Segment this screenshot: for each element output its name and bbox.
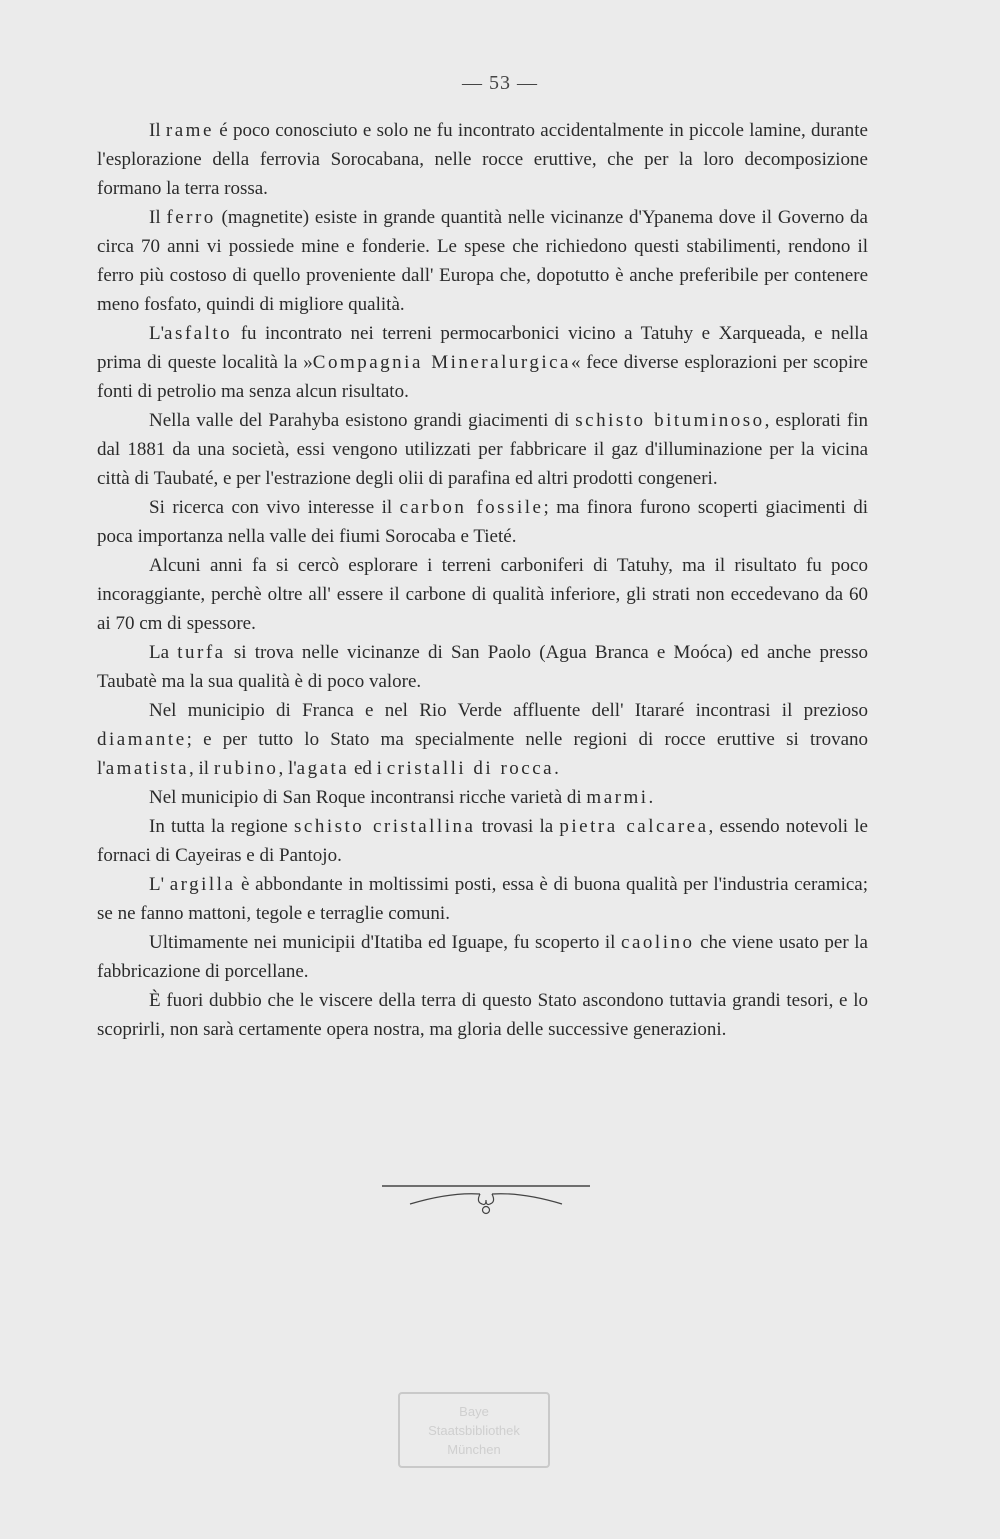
text-run: La bbox=[149, 642, 178, 663]
text-run: Nella valle del Parahyba esistono grandi giacimenti di bbox=[149, 410, 576, 431]
body-text bbox=[97, 116, 868, 1044]
spaced-term: cristalli di rocca bbox=[386, 758, 555, 779]
paragraph bbox=[97, 551, 868, 638]
stamp-line-3: München bbox=[447, 1442, 501, 1457]
spaced-term: caolino bbox=[621, 932, 695, 953]
text-run: L' bbox=[149, 323, 165, 344]
paragraph bbox=[97, 870, 868, 928]
text-run: fu incontrato nei terreni permocarbonici vicino a Tatuhy e Xarqueada, e nella prima di queste località la » bbox=[97, 323, 868, 373]
spaced-term: rame bbox=[165, 120, 214, 141]
text-run: é poco conosciuto e solo ne fu incontrato accidentalmente in piccole lamine, durante l'esplorazione della ferrovia Sorocabana, nelle rocce eruttive, che per la loro decomposizione formano la terra rossa. bbox=[97, 120, 868, 199]
text-run: ; e per tutto lo Stato ma specialmente nelle regioni di rocce eruttive si trovano l' bbox=[97, 729, 868, 779]
stamp-line-2: Staatsbibliothek bbox=[428, 1423, 520, 1438]
text-run: Il bbox=[149, 207, 167, 228]
paragraph bbox=[97, 406, 868, 493]
text-run: (magnetite) esiste in grande quantità nelle vicinanze d'Ypanema dove il Governo da circa 70 anni vi possiede mine e fonderie. Le spese che richiedono questi stabilimenti, rendono il ferro più costoso di quello proveniente dall' Europa che, dopotutto è anche preferibile per contenere meno fosfato, quindi di migliore qualità. bbox=[97, 207, 868, 315]
spaced-term: schisto cristallina bbox=[294, 816, 476, 837]
library-stamp bbox=[398, 1392, 550, 1468]
spaced-term: amatista bbox=[105, 758, 190, 779]
text-run: trovasi la bbox=[475, 816, 560, 837]
spaced-term: turfa bbox=[177, 642, 226, 663]
text-run: . bbox=[554, 758, 559, 779]
text-run: Ultimamente nei municipii d'Itatiba ed Iguape, fu scoperto il bbox=[149, 932, 622, 953]
spaced-term: asfalto bbox=[164, 323, 233, 344]
spaced-term: ferro bbox=[166, 207, 216, 228]
text-run: Nel municipio di San Roque incontransi ricche varietà di bbox=[149, 787, 587, 808]
paragraph bbox=[97, 812, 868, 870]
paragraph bbox=[97, 493, 868, 551]
stamp-line-1: Baye bbox=[459, 1404, 489, 1419]
paragraph bbox=[97, 986, 868, 1044]
text-run: Nel municipio di Franca e nel Rio Verde affluente dell' Itararé incontrasi il prezioso bbox=[149, 700, 868, 721]
paragraph bbox=[97, 319, 868, 406]
page-number: — 53 — bbox=[462, 72, 538, 94]
paragraph bbox=[97, 116, 868, 203]
text-run: , esplorati fin dal 1881 da una società, essi vengono utilizzati per fabbricare il gaz d'illuminazione per la vicina città di Taubaté, e per l'estrazione degli olii di parafina ed altri prodotti congeneri. bbox=[97, 410, 869, 489]
text-run: è abbondante in moltissimi posti, essa è di buona qualità per l'industria ceramica; se ne fanno mattoni, tegole e terraglie comuni. bbox=[97, 874, 869, 924]
text-run: che viene usato per la fabbricazione di porcellane. bbox=[97, 932, 868, 982]
spaced-term: argilla bbox=[169, 874, 236, 895]
end-ornament bbox=[380, 1180, 592, 1220]
paragraph bbox=[97, 203, 868, 319]
spaced-term: rubino bbox=[213, 758, 279, 779]
spaced-term: agata bbox=[296, 758, 350, 779]
text-run: È fuori dubbio che le viscere della terra di questo Stato ascondono tuttavia grandi tesori, e lo scoprirli, non sarà certamente opera nostra, ma gloria delle successive generazioni. bbox=[97, 990, 868, 1040]
paragraph bbox=[97, 638, 868, 696]
text-run: Il bbox=[149, 120, 166, 141]
spaced-term: carbon fossile bbox=[399, 497, 544, 518]
spaced-term: diamante bbox=[97, 729, 187, 750]
text-run: L' bbox=[149, 874, 170, 895]
paragraph bbox=[97, 783, 868, 812]
spaced-term: Compagnia Mineralurgica bbox=[312, 352, 571, 373]
spaced-term: pietra calcarea bbox=[559, 816, 709, 837]
paragraph bbox=[97, 928, 868, 986]
text-run: , l' bbox=[278, 758, 297, 779]
text-run: . bbox=[648, 787, 654, 808]
text-run: ; ma finora furono scoperti giacimenti di poca importanza nella valle dei fiumi Sorocaba e Tieté. bbox=[97, 497, 868, 547]
text-run: In tutta la regione bbox=[149, 816, 295, 837]
text-run: « fece diverse esplorazioni per scopire fonti di petrolio ma senza alcun risultato. bbox=[97, 352, 868, 402]
text-run: , essendo notevoli le fornaci di Cayeiras e di Pantojo. bbox=[97, 816, 868, 866]
paragraph bbox=[97, 696, 868, 783]
text-run: si trova nelle vicinanze di San Paolo (Agua Branca e Moóca) ed anche presso Taubatè ma la sua qualità è di poco valore. bbox=[97, 642, 868, 692]
text-run: ed i bbox=[349, 758, 387, 779]
spaced-term: schisto bituminoso bbox=[575, 410, 765, 431]
text-run: Alcuni anni fa si cercò esplorare i terreni carboniferi di Tatuhy, ma il risultato fu poco incoraggiante, perchè oltre all' essere il carbone di qualità inferiore, gli strati non eccedevano da 60 ai 70 cm di spessore. bbox=[97, 555, 868, 634]
text-run: , il bbox=[189, 758, 214, 779]
spaced-term: marmi bbox=[586, 787, 649, 808]
text-run: Si ricerca con vivo interesse il bbox=[149, 497, 400, 518]
